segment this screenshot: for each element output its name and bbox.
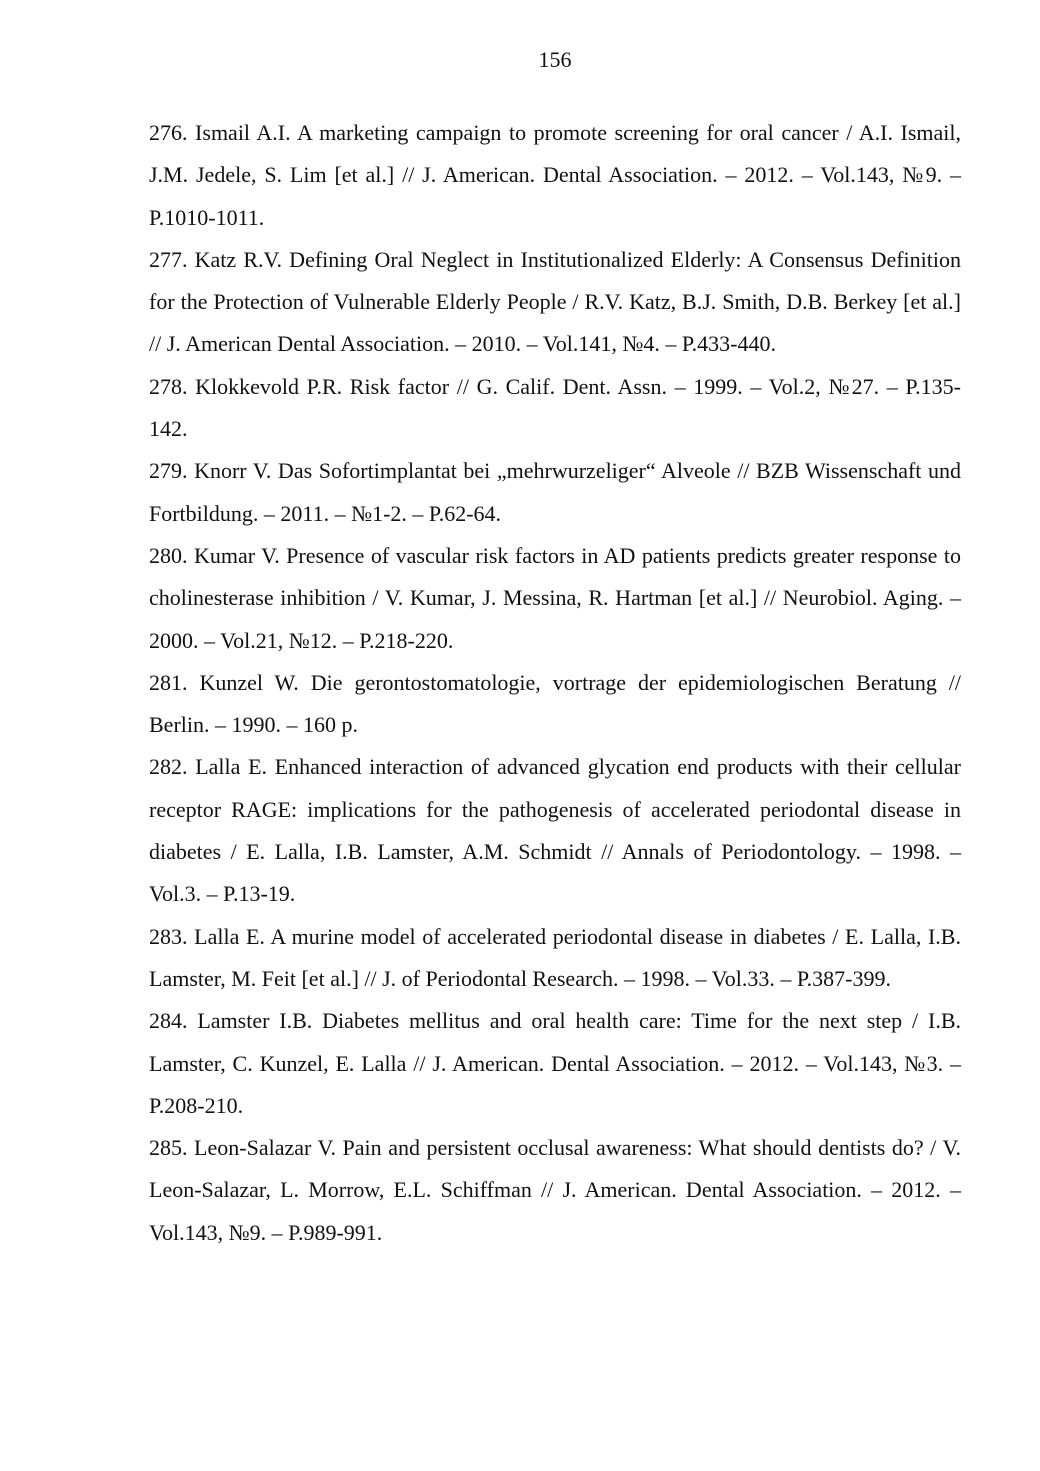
reference-item: 277. Katz R.V. Defining Oral Neglect in Institutionalized Elderly: A Consensus Definition for the Protection of Vulnerable Elderly People / R.V. Katz, B.J. Smith, D.B. Berkey [et al.] // J. American Dental Association. – 2010. – Vol.141, №4. – P.433-440. [149,246,961,357]
reference-item: 284. Lamster I.B. Diabetes mellitus and oral health care: Time for the next step / I.B. Lamster, C. Kunzel, E. Lalla // J. American. Dental Association. – 2012. – Vol.143, №3. – P.208-210. [149,1008,961,1118]
reference-item: 285. Leon-Salazar V. Pain and persistent occlusal awareness: What should dentists do? / V. Leon-Salazar, L. Morrow, E.L. Schiffman // J. American. Dental Association. – 2012. – Vol.143, №9. – P.989-991. [149,1135,961,1245]
reference-item: 283. Lalla E. A murine model of accelerated periodontal disease in diabetes / E. Lalla, I.B. Lamster, M. Feit [et al.] // J. of Periodontal Research. – 1998. – Vol.33. – P.387-399. [149,923,961,991]
reference-item: 278. Klokkevold P.R. Risk factor // G. Calif. Dent. Assn. – 1999. – Vol.2, №27. – P.135-142. [149,373,961,442]
reference-item: 281. Kunzel W. Die gerontostomatologie, vortrage der epidemiologischen Beratung // Berlin. – 1990. – 160 p. [149,669,961,738]
page-number: 156 [538,47,572,72]
reference-item: 280. Kumar V. Presence of vascular risk factors in AD patients predicts greater response to cholinesterase inhibition / V. Kumar, J. Messina, R. Hartman [et al.] // Neurobiol. Aging. – 2000. – Vol.21, №12. – P.218-220. [149,542,961,653]
reference-item: 282. Lalla E. Enhanced interaction of advanced glycation end products with their cellular receptor RAGE: implications for the pathogenesis of accelerated periodontal disease in diabetes / E. Lalla, I.B. Lamster, A.M. Schmidt // Annals of Periodontology. – 1998. – Vol.3. – P.13-19. [149,754,961,907]
reference-item: 279. Knorr V. Das Sofortimplantat bei „mehrwurzeliger“ Alveole // BZB Wissenschaft und Fortbildung. – 2011. – №1-2. – P.62-64. [149,458,961,526]
reference-list [149,112,961,1254]
reference-item: 276. Ismail A.I. A marketing campaign to promote screening for oral cancer / A.I. Ismail, J.M. Jedele, S. Lim [et al.] // J. American. Dental Association. – 2012. – Vol.143, №9. – P.1010-1011. [149,120,961,230]
